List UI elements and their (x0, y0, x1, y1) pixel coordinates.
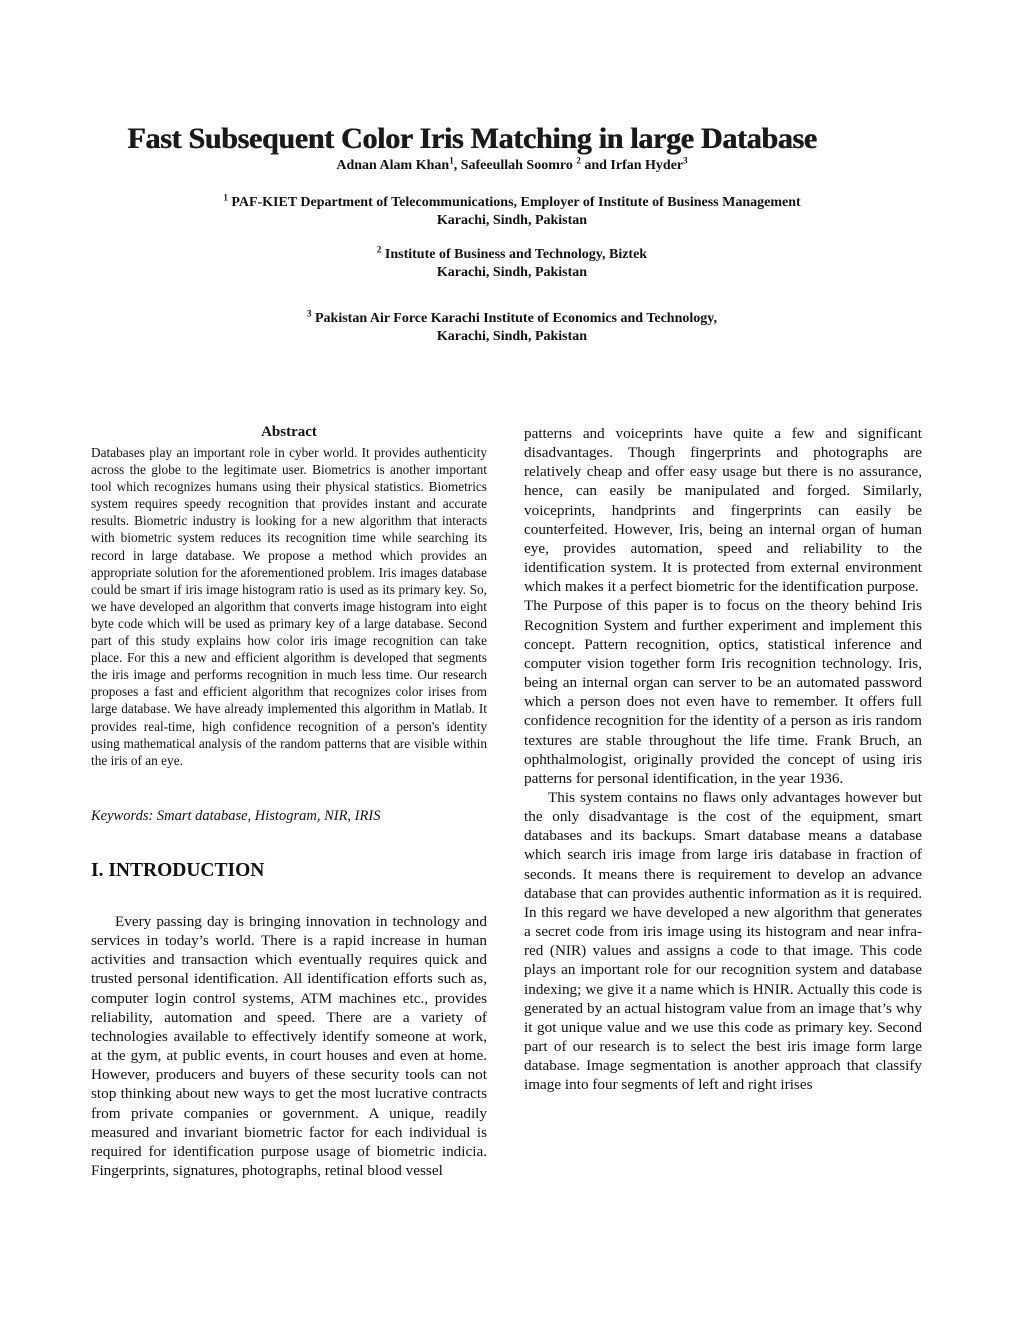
author-affiliation-mark: 2 (576, 155, 581, 166)
section-heading-introduction: I. INTRODUCTION (91, 860, 265, 881)
author-name: Irfan Hyder (610, 158, 684, 173)
affiliation-2 (0, 246, 1024, 282)
abstract-body: Databases play an important role in cyber world. It provides authenticity across the globe to the legitimate user. Biometrics is another important tool which recognizes humans using their physical statistics. Biometrics system requires speedy recognition that provides instant and accurate results. Biometric industry is looking for a new algorithm that interacts with biometric system reduces its recognition time while searching its record in large database. We propose a method which provides an appropriate solution for the aforementioned problem. Iris images database could be smart if iris image histogram ratio is used as its primary key. So, we have developed an algorithm that converts image histogram into eight byte code which will be used as primary key of a large database. Second part of this study explains how color iris image recognition can take place. For this a new and efficient algorithm is developed that segments the iris image and performs recognition in much less time. Our research proposes a fast and efficient algorithm that recognizes color irises from large database. We have already implemented this algorithm in Matlab. It provides real-time, high confidence recognition of a person's identity using mathematical analysis of the random patterns that are visible within the iris of an eye. (91, 445, 487, 768)
affiliation-location: Karachi, Sindh, Pakistan (436, 213, 588, 228)
right-column (524, 424, 922, 1094)
affiliation-institution: Institute of Business and Technology, Biztek (384, 247, 648, 262)
author-affiliation-mark: 1 (449, 155, 454, 166)
affiliation-institution: Pakistan Air Force Karachi Institute of Economics and Technology, (314, 311, 717, 326)
affiliation-institution: PAF-KIET Department of Telecommunications, Employer of Institute of Business Management (231, 195, 801, 210)
introduction-paragraph-1: Every passing day is bringing innovation in technology and services in today’s world. There is a rapid increase in human activities and transaction which eventually requires quick and trusted personal identification. All identification efforts such as, computer login control systems, ATM machines etc., provides reliability, automation and speed. There are a variety of technologies available to effectively identify someone at work, at the gym, at public events, in court houses and even at home. However, producers and buyers of these security tools can not stop thinking about new ways to get the most lucrative contracts from private companies or government. A unique, readily measured and invariant biometric factor for each individual is required for identification purpose usage of biometric indicia. Fingerprints, signatures, photographs, retinal blood vessel (91, 913, 487, 1180)
keywords: Keywords: Smart database, Histogram, NIR, IRIS (91, 808, 381, 824)
author-separator: , (453, 158, 461, 173)
introduction-paragraph-2: The Purpose of this paper is to focus on the theory behind Iris Recognition System and further experiment and implement this concept. Pattern recognition, optics, statistical inference and computer vision together form Iris recognition technology. Iris, being an internal organ can server to be an automated password which a person does not even have to remember. It offers full confidence recognition for the identity of a person as iris random textures are stable throughout the life time. Frank Bruch, an ophthalmologist, originally provided the concept of using iris patterns for personal identification, in the year 1936. (524, 597, 922, 787)
affiliation-location: Karachi, Sindh, Pakistan (436, 265, 588, 280)
author-list (0, 155, 1024, 174)
introduction-paragraph-1-continued: patterns and voiceprints have quite a few and significant disadvantages. Though fingerprints and photographs are relatively cheap and offer easy usage but there is no assurance, hence, can easily be manipulated and forged. Similarly, voiceprints, handprints and fingerprints can easily be counterfeited. However, Iris, being an internal organ of human eye, provides automation, speed and reliability to the identification system. It is protected from external environment which makes it a perfect biometric for the identification purpose. (524, 425, 922, 596)
affiliation-1 (0, 194, 1024, 230)
author-name: Adnan Alam Khan (336, 158, 450, 173)
author-affiliation-mark: 3 (683, 155, 688, 166)
author-name: Safeeullah Soomro (460, 158, 577, 173)
affiliation-3 (0, 310, 1024, 346)
paper-title: Fast Subsequent Color Iris Matching in large Database (127, 122, 817, 155)
introduction-paragraph-3: This system contains no flaws only advantages however but the only disadvantage is the cost of the equipment, smart databases and its backups. Smart database means a database which search iris image from large iris database in fraction of seconds. It means there is requirement to develop an advance database that can provides authentic information as it is required. In this regard we have developed a new algorithm that generates a secret code from iris image using its histogram and near infra-red (NIR) values and assigns a code to that image. This code plays an important role for our recognition system and database indexing; we give it a name which is HNIR. Actually this code is generated by an actual histogram value from an image that’s why it got unique value and we use this code as primary key. Second part of our research is to select the best iris image form large database. Image segmentation is another approach that classify image into four segments of left and right irises (524, 788, 922, 1094)
affiliation-mark: 1 (223, 192, 228, 203)
abstract-heading: Abstract (261, 424, 317, 440)
author-separator: and (580, 158, 611, 173)
affiliation-mark: 2 (376, 244, 382, 255)
affiliation-location: Karachi, Sindh, Pakistan (436, 329, 588, 344)
affiliation-mark: 3 (306, 308, 312, 319)
